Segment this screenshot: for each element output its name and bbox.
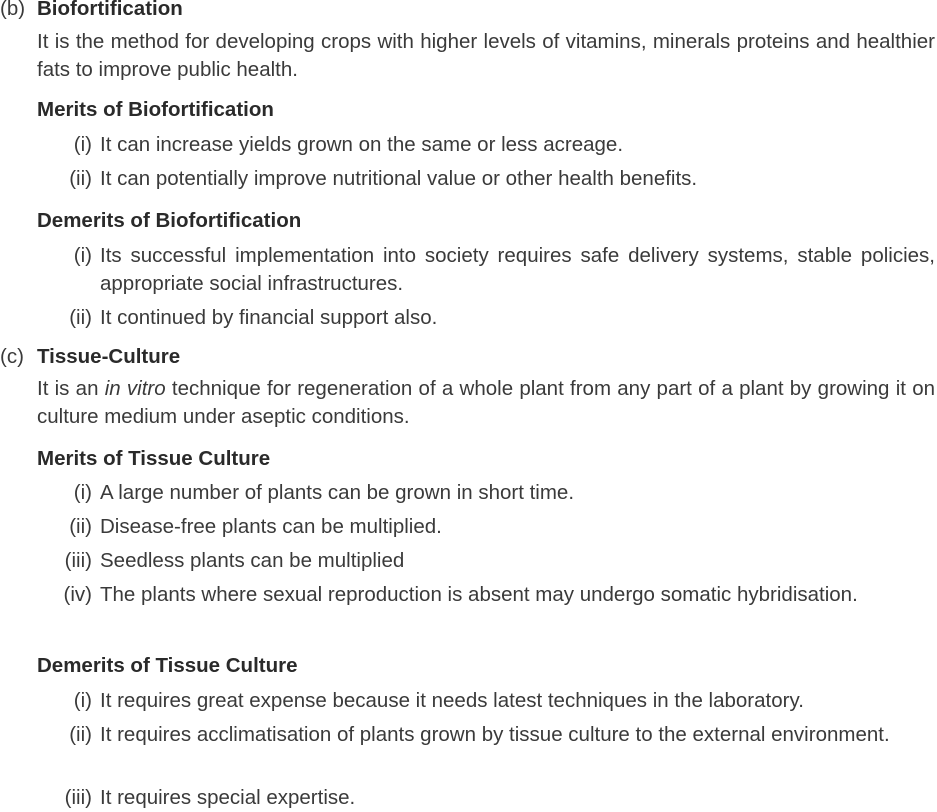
list-item-text: A large number of plants can be grown in short time. <box>100 481 575 504</box>
list-item-text: Seedless plants can be multiplied <box>100 549 405 572</box>
list-item-text: It can increase yields grown on the same or less acreage. <box>100 133 624 156</box>
list-item-number: (iii) <box>64 549 92 572</box>
list-item-number: (ii) <box>69 306 92 329</box>
section-b-paragraph: It is the method for developing crops with higher levels of vitamins, minerals proteins and healthier fats to improve public health. <box>37 30 935 81</box>
list-item <box>40 687 935 715</box>
section-b-heading <box>0 0 183 20</box>
list-item-number: (ii) <box>69 515 92 538</box>
list-item <box>40 165 935 193</box>
list-item-number: (iii) <box>64 786 92 809</box>
list-item-text: The plants where sexual reproduction is absent may undergo somatic hybridisation. <box>100 583 858 606</box>
list-item-text: It can potentially improve nutritional value or other health benefits. <box>100 167 698 190</box>
section-b-merits-heading: Merits of Biofortification <box>37 98 274 121</box>
section-c-marker: (c) <box>0 345 24 368</box>
list-item <box>40 513 935 541</box>
list-item-number: (i) <box>73 244 92 267</box>
list-item <box>40 479 935 507</box>
section-c-title: Tissue-Culture <box>37 345 181 368</box>
list-item <box>40 131 935 159</box>
list-item-text: It requires great expense because it needs latest techniques in the laboratory. <box>100 689 804 712</box>
list-item-number: (i) <box>73 689 92 712</box>
section-c-merits-heading: Merits of Tissue Culture <box>37 447 271 470</box>
section-c-heading <box>0 346 180 368</box>
list-item <box>40 304 935 332</box>
list-item-number: (iv) <box>63 583 92 606</box>
section-b-marker: (b) <box>0 0 26 20</box>
list-item-number: (ii) <box>69 723 92 746</box>
list-item-text: Disease-free plants can be multiplied. <box>100 515 442 538</box>
list-item-number: (i) <box>73 133 92 156</box>
list-item-text: Its successful implementation into society requires safe delivery systems, stable policies, appropriate social infrastructures. <box>100 244 935 295</box>
list-item-text: It requires special expertise. <box>100 786 356 809</box>
list-item-text: It requires acclimatisation of plants grown by tissue culture to the external environment. <box>100 723 890 746</box>
section-c-paragraph-end: technique for regeneration of a whole plant from any part of a plant by growing it on culture medium under aseptic conditions. <box>37 377 935 428</box>
section-b-demerits-heading: Demerits of Biofortification <box>37 209 302 232</box>
list-item <box>40 721 935 749</box>
section-c-paragraph <box>37 375 935 431</box>
section-c-paragraph-italic: in vitro <box>104 377 166 400</box>
list-item <box>40 547 935 575</box>
section-b-title: Biofortification <box>37 0 183 20</box>
list-item-number: (ii) <box>69 167 92 190</box>
list-item <box>40 784 935 812</box>
list-item-text: It continued by financial support also. <box>100 306 438 329</box>
section-c-demerits-heading: Demerits of Tissue Culture <box>37 654 298 677</box>
list-item <box>40 242 935 298</box>
list-item <box>40 581 935 609</box>
section-c-paragraph-start: It is an <box>37 377 105 400</box>
list-item-number: (i) <box>73 481 92 504</box>
